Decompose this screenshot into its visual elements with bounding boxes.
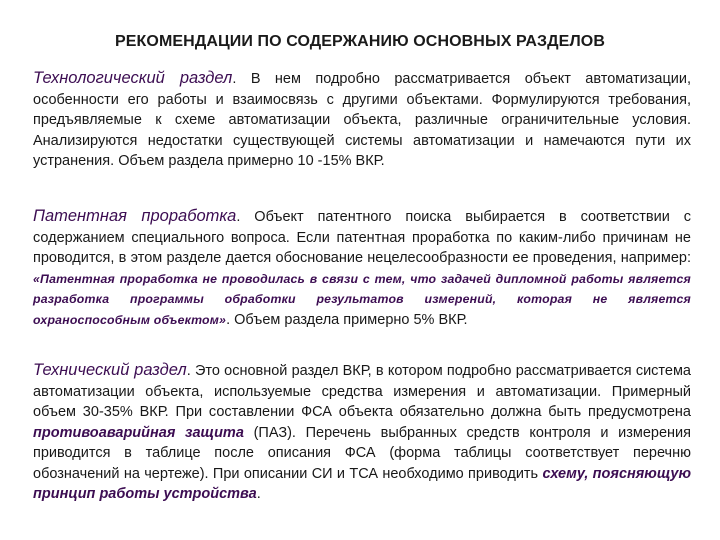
section-heading-patent: Патентная проработка bbox=[33, 207, 237, 225]
section-heading-technological: Технологический раздел bbox=[33, 69, 233, 87]
section-technical bbox=[33, 360, 691, 505]
section-body-technological: . В нем подробно рассматривается объект автоматизации, особенности его работы и взаимосвязь с другими объектами. Формулируются требования, предъявляемые к схеме автоматизации объекта, различные ограничительные условия. Анализируются недостатки существующей системы автоматизации и намечаются пути их устранения. Объем раздела примерно 10 -15% ВКР. bbox=[33, 71, 691, 169]
patent-example-quote: «Патентная проработка не проводилась в связи с тем, что задачей дипломной работы является разработка программы обработки результатов измерений, которая не является охраноспособным объектом» bbox=[33, 271, 691, 327]
section-body-technical-mid: (ПАЗ). Перечень выбранных средств контроля и измерения приводится в таблице после описания ФСА (форма таблицы соответствует перечню обозначений на чертеже). При описании СИ и ТСА необходимо приводить bbox=[33, 424, 692, 482]
section-body-patent: . Объект патентного поиска выбирается в соответствии с содержанием специального вопроса. Если патентная проработка по каким-либо причинам не проводится, в этом разделе дается обоснование нецелесообразности ее проведения, например: bbox=[33, 209, 691, 266]
page-title: РЕКОМЕНДАЦИИ ПО СОДЕРЖАНИЮ ОСНОВНЫХ РАЗДЕЛОВ bbox=[115, 33, 605, 50]
emphasis-device-scheme: схему, поясняющую принцип работы устройства bbox=[33, 465, 692, 502]
section-heading-technical: Технический раздел bbox=[33, 361, 187, 379]
section-body-technical-end: . bbox=[256, 486, 261, 502]
section-patent bbox=[33, 206, 691, 330]
section-body-technical: . Это основной раздел ВКР, в котором подробно рассматривается система автоматизации объекта, используемые средства измерения и автоматизации. Примерный объем 30-35% ВКР. При составлении ФСА объекта обязательно должна быть предусмотрена bbox=[33, 363, 692, 420]
section-body-patent-end: . Объем раздела примерно 5% ВКР. bbox=[226, 311, 468, 328]
emphasis-emergency-protection: противоаварийная защита bbox=[33, 424, 244, 441]
section-technological bbox=[33, 68, 691, 172]
